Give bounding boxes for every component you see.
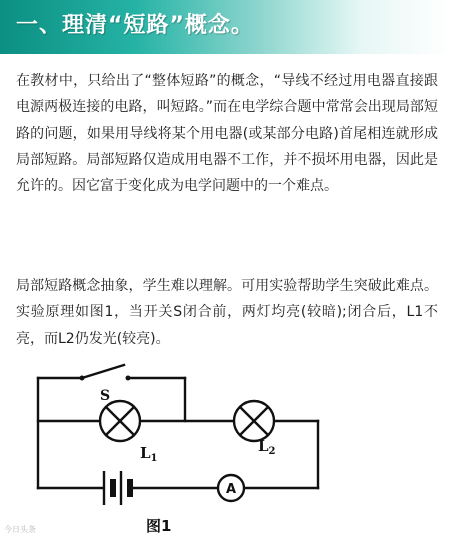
section-title: 一、理清“短路”概念。 xyxy=(16,13,254,38)
lamp-l1-label: $L_1$ xyxy=(140,444,158,464)
battery-symbol xyxy=(104,471,130,505)
lamp-l1-symbol xyxy=(100,401,140,441)
switch-contact xyxy=(126,376,131,381)
switch-label: S xyxy=(100,388,111,404)
ammeter-label: A xyxy=(225,482,237,497)
paragraph-intro: 在教材中，只给出了“整体短路”的概念，“导线不经过用电器直接跟电源两极连接的电路，叫短路。”而在电学综合题中常常会出现局部短路的问题，如果用导线将某个用电器(或某部分电路)首尾相连就形成局部短路。局部短路仅造成用电器不工作，并不损坏用电器，因此是允许的。因它富于变化成为电学问题中的一个难点。 xyxy=(16,73,438,195)
watermark: 今日头条 xyxy=(4,525,36,534)
figure-caption: 图1 xyxy=(146,517,172,535)
paragraph-experiment: 局部短路概念抽象，学生难以理解。可用实验帮助学生突破此难点。实验原理如图1，当开关S闭合前，两灯均亮(较暗);闭合后，L1不亮，而L2仍发光(较亮)。 xyxy=(16,278,438,347)
circuit-diagram xyxy=(20,363,340,538)
section-banner xyxy=(0,0,451,54)
lamp-l2-label: $L_2$ xyxy=(258,437,276,457)
switch-pivot xyxy=(80,376,85,381)
switch-blade xyxy=(82,365,124,378)
lamp-l2-symbol xyxy=(234,401,274,441)
